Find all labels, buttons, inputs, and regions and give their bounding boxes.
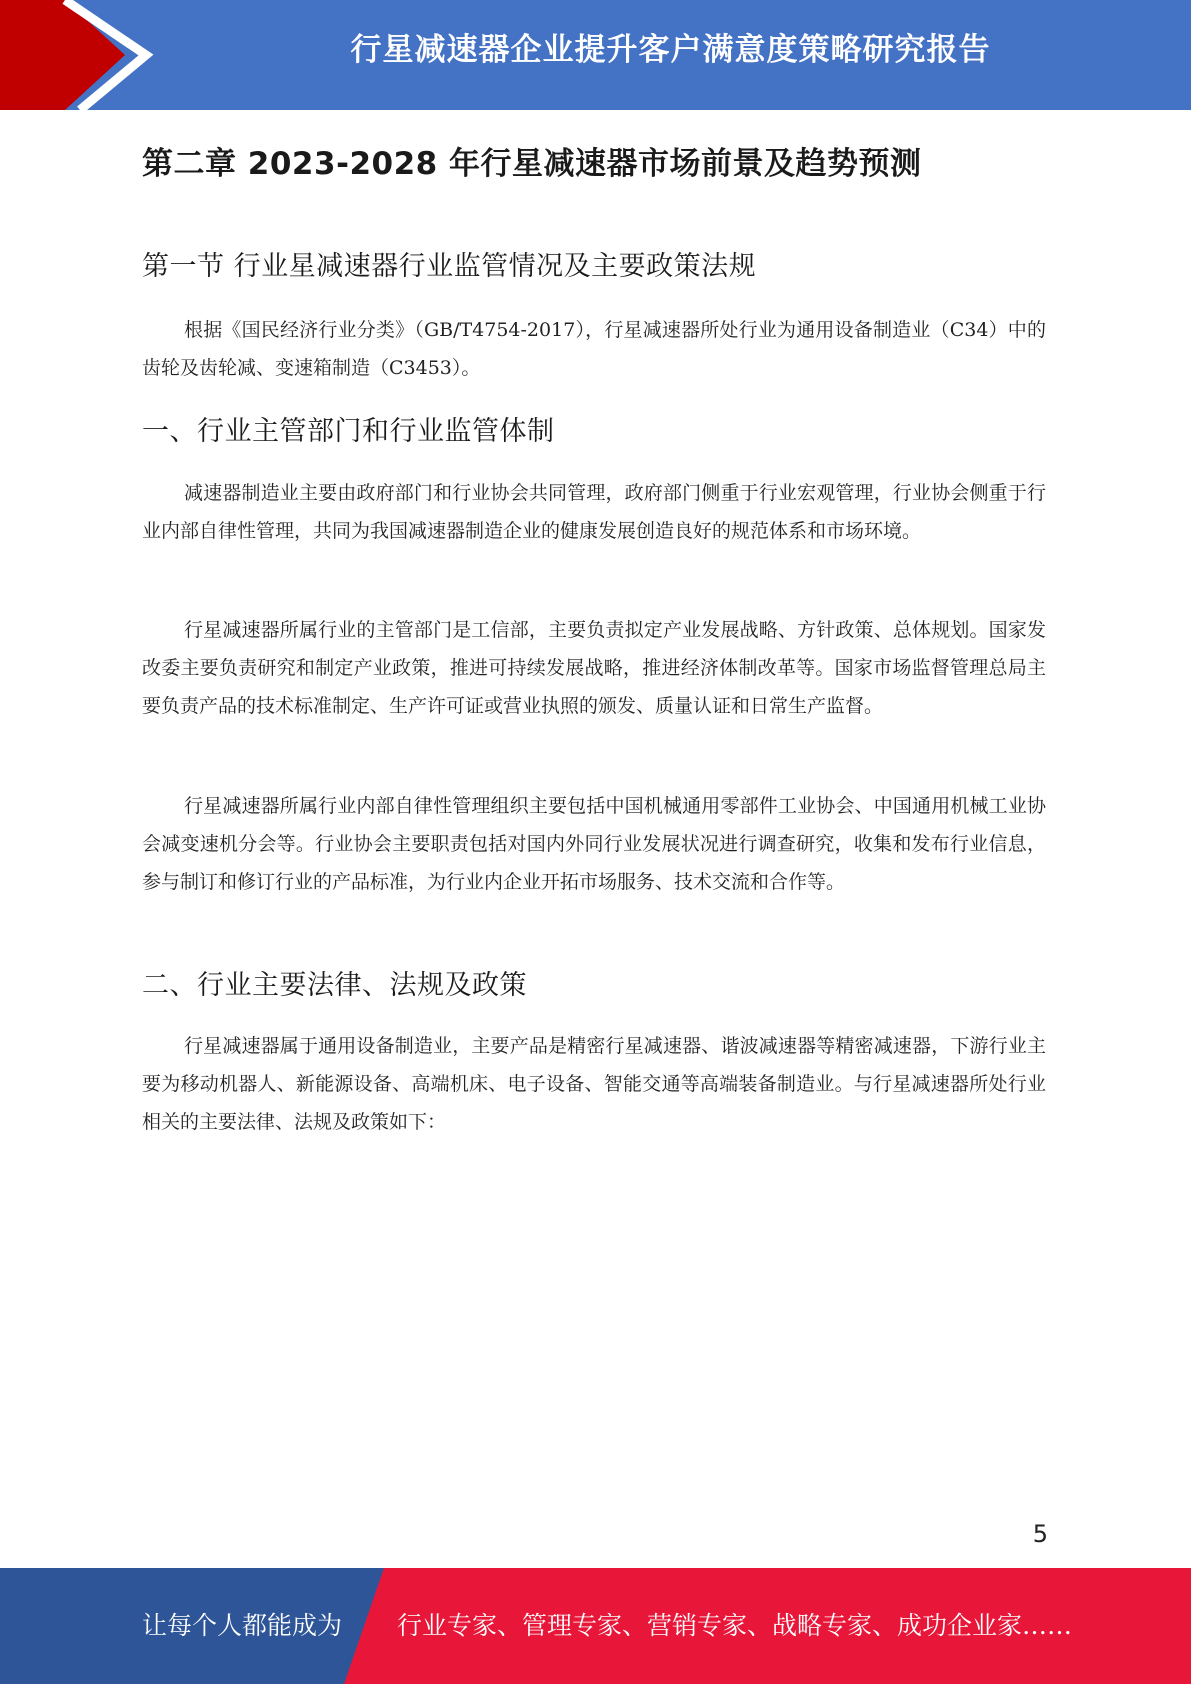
footer-slogan-right: 行业专家、管理专家、营销专家、战略专家、成功企业家…… [397,1611,1073,1640]
footer-slogan-left: 让每个人都能成为 [142,1611,343,1640]
header-banner [0,0,1191,110]
paragraph-authorities: 行星减速器所属行业的主管部门是工信部，主要负责拟定产业发展战略、方针政策、总体规划。国家发改委主要负责研究和制定产业政策，推进可持续发展战略，推进经济体制改革等。国家市场监督管理总局主要负责产品的技术标准制定、生产许可证或营业执照的颁发、质量认证和日常生产监督。 [142,619,1046,717]
paragraph-products: 行星减速器属于通用设备制造业，主要产品是精密行星减速器、谐波减速器等精密减速器，下游行业主要为移动机器人、新能源设备、高端机床、电子设备、智能交通等高端装备制造业。与行星减速器所处行业相关的主要法律、法规及政策如下： [142,1035,1046,1133]
report-title: 行星减速器企业提升客户满意度策略研究报告 [350,32,991,68]
header-chevron-graphic [0,0,160,110]
subheading-regulatory-bodies: 一、行业主管部门和行业监管体制 [142,416,555,447]
paragraph-associations: 行星减速器所属行业内部自律性管理组织主要包括中国机械通用零部件工业协会、中国通用机械工业协会减变速机分会等。行业协会主要职责包括对国内外同行业发展状况进行调查研究，收集和发布行业信息，参与制订和修订行业的产品标准，为行业内企业开拓市场服务、技术交流和合作等。 [142,795,1046,893]
page-number: 5 [1032,1520,1048,1548]
footer-banner [0,1568,1191,1684]
intro-paragraph: 根据《国民经济行业分类》（GB/T4754-2017），行星减速器所处行业为通用设备制造业（C34）中的齿轮及齿轮减、变速箱制造（C3453）。 [142,319,1046,379]
chapter-title: 第二章 2023-2028 年行星减速器市场前景及趋势预测 [142,146,922,182]
section-title: 第一节 行业星减速器行业监管情况及主要政策法规 [142,251,757,282]
paragraph-management: 减速器制造业主要由政府部门和行业协会共同管理，政府部门侧重于行业宏观管理，行业协会侧重于行业内部自律性管理，共同为我国减速器制造企业的健康发展创造良好的规范体系和市场环境。 [142,482,1046,542]
subheading-laws-policies: 二、行业主要法律、法规及政策 [142,970,527,1001]
